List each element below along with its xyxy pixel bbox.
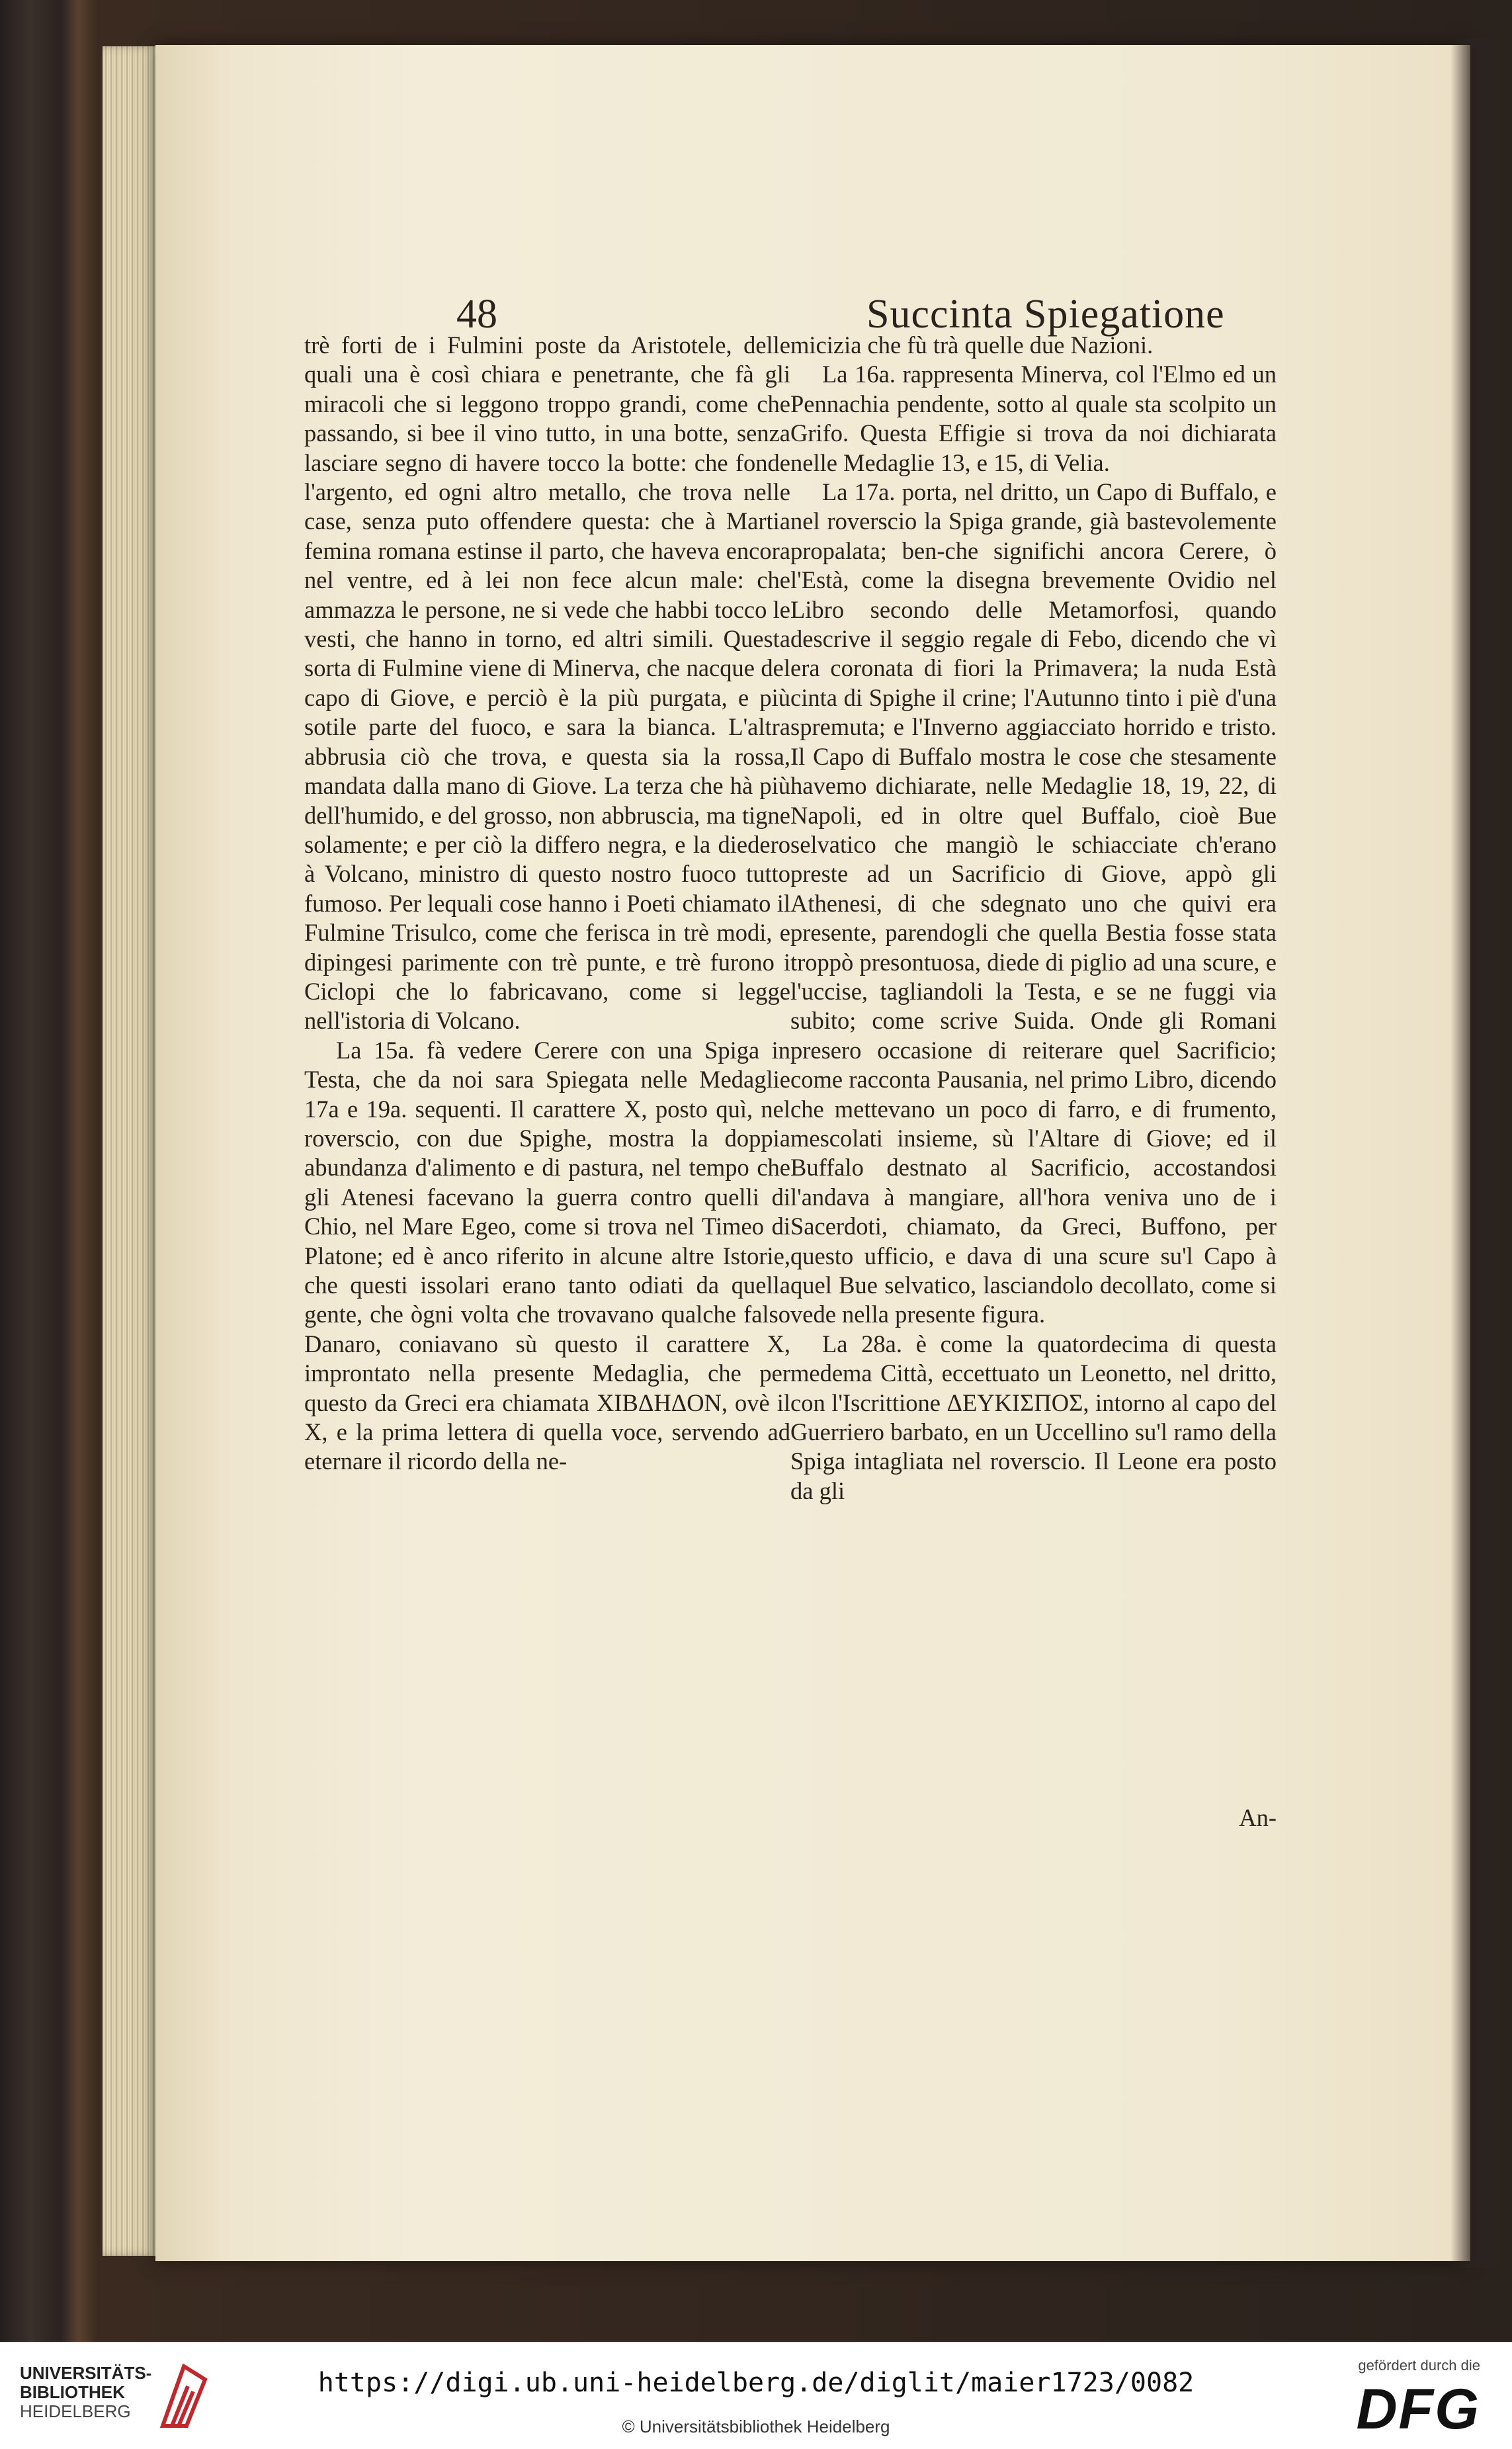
- library-name-line: BIBLIOTHEK: [20, 2382, 125, 2402]
- paragraph: trè forti de i Fulmini poste da Aristotele, delle quali una è così chiara e penetrante, che fà gli miracoli che si leggono troppo grandi, come che passando, si bee il vino tutto, in una botte, senza lasciare segno di havere tocco la botte: che fonde l'argento, ed ogni altro metallo, che trova nelle case, senza puto offendere questa: che à Martia femina romana estinse il parto, che haveva encora nel ventre, ed à lei non fece alcun male: che ammazza le persone, ne si vede che habbi tocco le vesti, che hanno in torno, ed altri simili. Questa sorta di Fulmine viene di Minerva, che nacque del capo di Giove, e perciò è la più purgata, e più sotile parte del fuoco, e sara la bianca. L'altra abbrusia ciò che trova, e questa sia la rossa, mandata dalla mano di Giove. La terza che hà più dell'humido, e del grosso, non abbruscia, ma tigne solamente; e per ciò la differo negra, e la diedero à Volcano, ministro di questo nostro fuoco tutto fumoso. Per lequali cose hanno i Poeti chiamato il Fulmine Trisulco, come che ferisca in trè modi, e dipingesi parimente con trè punte, e trè furono i Ciclopi che lo fabricavano, come si legge nell'istoria di Volcano.: [304, 331, 790, 1035]
- paragraph: La 15a. fà vedere Cerere con una Spiga in Testa, che da noi sara Spiegata nelle Medaglie 17a e 19a. sequenti. Il carattere X, posto quì, nel roverscio, con due Spighe, mostra la doppia abundanza d'alimento e di pastura, nel tempo che gli Atenesi facevano la guerra contro quelli di Chio, nel Mare Egeo, come si trova nel Timeo di Platone; ed è anco riferito in alcune altre Istorie, che questi issolari erano tanto odiati da quella gente, che ògni volta che trovavano qualche falso Danaro, coniavano sù questo il carattere X, improntato nella presente Medaglia, che per questo da Greci era chiamata XIBΔHΔON, ovè il X, e la prima lettera di quella voce, servendo ad eternare il ricordo della ne-: [304, 1036, 790, 1475]
- page-edges: [103, 46, 162, 2256]
- paragraph: micizia che fù trà quelle due Nazioni.: [790, 331, 1154, 359]
- footer-banner: [0, 2342, 1512, 2449]
- right-text-column: [790, 331, 1277, 1506]
- paragraph: La 16a. rappresenta Minerva, col l'Elmo ed un Pennachia pendente, sotto al quale sta scolpito un Grifo. Questa Effigie si trova da noi dichiarata nelle Medaglie 13, e 15, di Velia.: [790, 361, 1277, 476]
- page-number: 48: [456, 292, 497, 337]
- copyright-notice: © Universitätsbibliothek Heidelberg: [622, 2417, 890, 2436]
- library-name-line: HEIDELBERG: [20, 2401, 131, 2421]
- running-title: Succinta Spiegatione: [866, 292, 1225, 337]
- catchword: An-: [1239, 1804, 1277, 1831]
- page-url-link[interactable]: https://digi.ub.uni-heidelberg.de/diglit/maier1723/0082: [317, 2368, 1195, 2398]
- left-text-column: [304, 331, 790, 1477]
- funded-by-label: gefördert durch die: [1358, 2357, 1480, 2374]
- dfg-logo: DFG: [1356, 2378, 1480, 2441]
- paragraph: La 17a. porta, nel dritto, un Capo di Buffalo, e nel roverscio la Spiga grande, già bastevolemente propalata; ben-che significhi ancora Cerere, ò l'Està, come la disegna brevemente Ovidio nel Libro secondo delle Metamorfosi, quando descrive il seggio regale di Febo, dicendo che vì era coronata di fiori la Primavera; la nuda Està cinta di Spighe il crine; l'Autunno tinto i piè d'una spremuta; e l'Inverno aggiacciato horrido e tristo. Il Capo di Buffalo mostra le cose che stesamente havemo dichiarate, nelle Medaglie 18, 19, 22, di Napoli, ed in oltre quel Buffalo, cioè Bue selvatico che mangiò le schiacciate ch'erano preste ad un Sacrificio di Giove, appò gli Athenesi, di che sdegnato uno che quivi era presente, parendogli che quella Bestia fosse stata troppò presontuosa, diede di piglio ad una scure, e l'uccise, tagliandoli la Testa, e se ne fuggi via subito; come scrive Suida. Onde gli Romani presero occasione di reiterare quel Sacrificio; come racconta Pausania, nel primo Libro, dicendo che mettevano un poco di farro, e di frumento, mescolati insieme, sù l'Altare di Giove; ed il Buffalo destnato al Sacrificio, accostandosi l'andava à mangiare, all'hora veniva uno de i Sacerdoti, chiamato, da Greci, Buffono, per questo ufficio, e dava di una scure su'l Capo à quel Bue selvatico, lasciandolo decollato, come si vede nella presente figura.: [790, 478, 1277, 1328]
- library-name-line: UNIVERSITÄTS-: [20, 2363, 152, 2383]
- spine-shadow: [1450, 38, 1497, 2268]
- paragraph: La 28a. è come la quatordecima di questa medema Città, eccettuato un Leonetto, nel dritto, con l'Iscrittione ΔEYKIΣΠOΣ, intorno al capo del Guerriero barbato, en un Uccellino su'l ramo della Spiga intagliata nel roverscio. Il Leone era posto da gli: [790, 1330, 1277, 1504]
